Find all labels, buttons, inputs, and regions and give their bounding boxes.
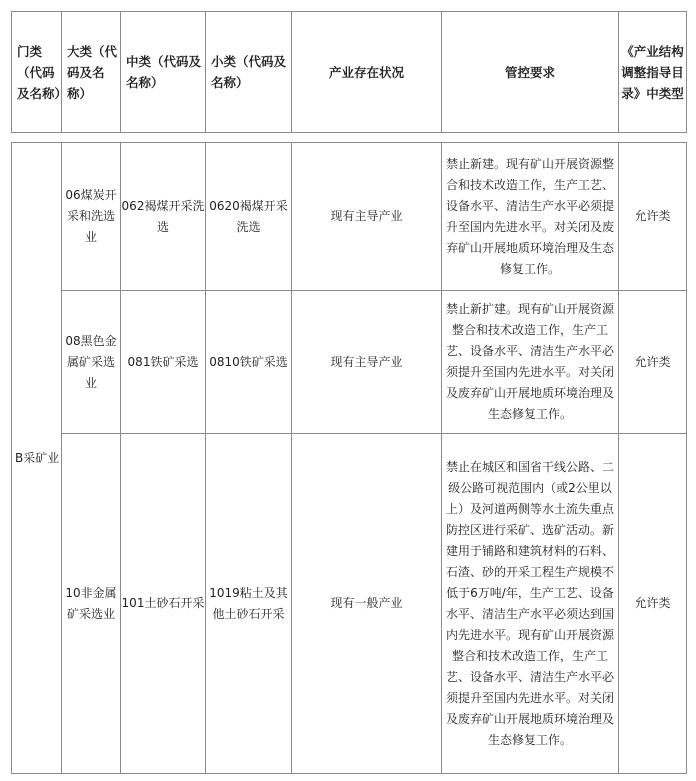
type-cell: 允许类 xyxy=(619,291,687,434)
header-requirement: 管控要求 xyxy=(442,12,619,133)
major-cell: 06煤炭开采和洗选业 xyxy=(62,143,121,291)
status-cell: 现有主导产业 xyxy=(292,143,442,291)
requirement-cell: 禁止新建。现有矿山开展资源整合和技术改造工作，生产工艺、设备水平、清洁生产水平必须提升至国内先进水平。对关闭及废弃矿山开展地质环境治理及生态修复工作。 xyxy=(442,143,619,291)
header-type: 《产业结构调整指导目录》中类型 xyxy=(619,12,687,133)
requirement-cell: 禁止新扩建。现有矿山开展资源整合和技术改造工作，生产工艺、设备水平、清洁生产水平必须提升至国内先进水平。对关闭及废弃矿山开展地质环境治理及生态修复工作。 xyxy=(442,291,619,434)
header-status: 产业存在状况 xyxy=(292,12,442,133)
header-category: 门类（代码及名称） xyxy=(12,12,62,133)
major-cell: 08黑色金属矿采选业 xyxy=(62,291,121,434)
table-row xyxy=(12,434,687,774)
minor-cell: 0620褐煤开采洗选 xyxy=(206,143,292,291)
requirement-cell: 禁止在城区和国省干线公路、二级公路可视范围内（或2公里以上）及河道两侧等水土流失重点防控区进行采矿、选矿活动。新建用于铺路和建筑材料的石料、石渣、砂的开采工程生产规模不低于6万吨/年，生产工艺、设备水平、清洁生产水平必须达到国内先进水平。现有矿山开展资源整合和技术改造工作，生产工艺、设备水平、清洁生产水平必须提升至国内先进水平。对关闭及废弃矿山开展地质环境治理及生态修复工作。 xyxy=(442,434,619,774)
medium-cell: 062褐煤开采洗选 xyxy=(121,143,206,291)
header-medium: 中类（代码及名称） xyxy=(121,12,206,133)
type-cell: 允许类 xyxy=(619,143,687,291)
category-cell: B采矿业 xyxy=(12,143,62,774)
type-cell: 允许类 xyxy=(619,434,687,774)
section-gap xyxy=(0,133,696,141)
header-table xyxy=(11,11,687,133)
header-minor: 小类（代码及名称） xyxy=(206,12,292,133)
body-table xyxy=(11,142,687,774)
minor-cell: 1019粘土及其他土砂石开采 xyxy=(206,434,292,774)
table-row xyxy=(12,291,687,434)
status-cell: 现有主导产业 xyxy=(292,291,442,434)
table-row xyxy=(12,143,687,291)
status-cell: 现有一般产业 xyxy=(292,434,442,774)
medium-cell: 101土砂石开采 xyxy=(121,434,206,774)
header-major: 大类（代码及名称） xyxy=(62,12,121,133)
header-row xyxy=(12,12,687,133)
medium-cell: 081铁矿采选 xyxy=(121,291,206,434)
major-cell: 10非金属矿采选业 xyxy=(62,434,121,774)
minor-cell: 0810铁矿采选 xyxy=(206,291,292,434)
